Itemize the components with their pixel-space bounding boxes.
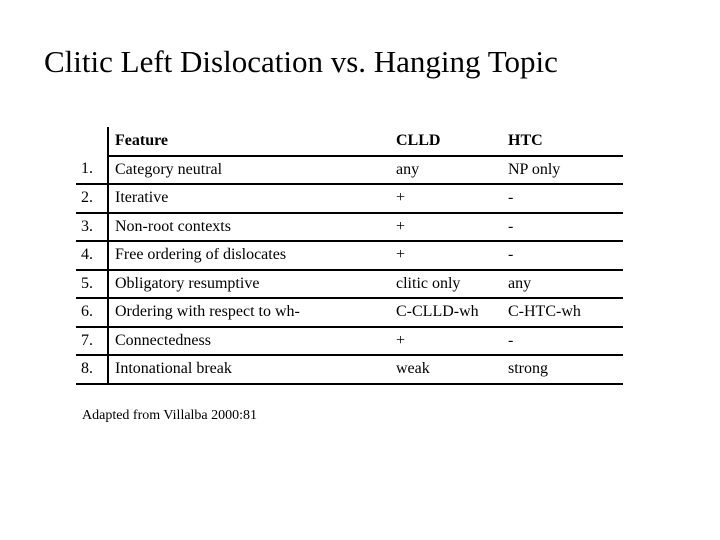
table-row	[76, 184, 623, 213]
row-clld: +	[390, 241, 502, 270]
row-feature: Non-root contexts	[108, 213, 390, 242]
row-feature: Obligatory resumptive	[108, 270, 390, 299]
row-htc: strong	[502, 355, 623, 384]
row-htc: C-HTC-wh	[502, 298, 623, 327]
row-number: 7.	[76, 327, 108, 356]
row-number: 1.	[76, 156, 108, 185]
row-number: 5.	[76, 270, 108, 299]
row-clld: +	[390, 327, 502, 356]
row-feature: Free ordering of dislocates	[108, 241, 390, 270]
row-htc: -	[502, 241, 623, 270]
row-number: 2.	[76, 184, 108, 213]
row-feature: Iterative	[108, 184, 390, 213]
header-feature: Feature	[108, 127, 390, 156]
table-row	[76, 355, 623, 384]
source-citation: Adapted from Villalba 2000:81	[82, 408, 258, 423]
row-number: 8.	[76, 355, 108, 384]
row-clld: weak	[390, 355, 502, 384]
row-feature: Connectedness	[108, 327, 390, 356]
table-row	[76, 270, 623, 299]
header-clld: CLLD	[390, 127, 502, 156]
row-clld: clitic only	[390, 270, 502, 299]
row-feature: Category neutral	[108, 156, 390, 185]
table-header-row	[76, 127, 623, 156]
row-htc: -	[502, 184, 623, 213]
row-feature: Ordering with respect to wh-	[108, 298, 390, 327]
header-number	[76, 127, 108, 156]
row-clld: +	[390, 213, 502, 242]
comparison-table	[76, 127, 623, 385]
row-clld: C-CLLD-wh	[390, 298, 502, 327]
row-feature: Intonational break	[108, 355, 390, 384]
table-row	[76, 213, 623, 242]
table-row	[76, 298, 623, 327]
row-clld: any	[390, 156, 502, 185]
table-row	[76, 156, 623, 185]
row-htc: -	[502, 213, 623, 242]
row-htc: any	[502, 270, 623, 299]
row-number: 4.	[76, 241, 108, 270]
row-htc: NP only	[502, 156, 623, 185]
slide-title: Clitic Left Dislocation vs. Hanging Topic	[44, 44, 558, 79]
row-clld: +	[390, 184, 502, 213]
row-htc: -	[502, 327, 623, 356]
table-row	[76, 327, 623, 356]
row-number: 3.	[76, 213, 108, 242]
row-number: 6.	[76, 298, 108, 327]
header-htc: HTC	[502, 127, 623, 156]
table-row	[76, 241, 623, 270]
